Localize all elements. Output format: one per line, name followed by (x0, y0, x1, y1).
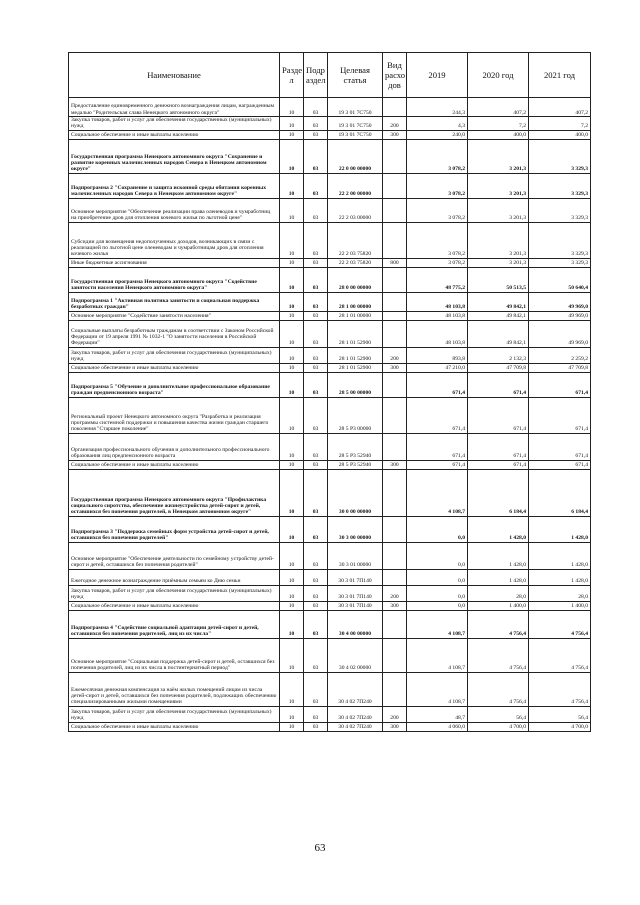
cell-target: 28 0 00 00000 (328, 267, 383, 292)
cell-name: Закупка товаров, работ и услуг для обеспечения государственных (муниципальных) нужд (69, 347, 280, 363)
cell-razdel: 10 (280, 222, 304, 258)
cell-podrazdel: 03 (304, 198, 328, 222)
cell-podrazdel: 03 (304, 267, 328, 292)
table-row (69, 469, 591, 516)
cell-y2021: 56,4 (529, 706, 591, 722)
cell-target: 28 1 00 00000 (328, 292, 383, 311)
cell-vid: 200 (383, 585, 407, 601)
cell-target: 30 4 02 7П240 (328, 706, 383, 722)
cell-y2019: 47 210,0 (407, 363, 468, 372)
cell-name: Государственная программа Ненецкого автономного округа "Содействие занятости населения Ненецкого автономного округа" (69, 267, 280, 292)
cell-name: Подпрограмма 4 "Содействие социальной адаптации детей-сирот и детей, оставшихся без попечения родителей, лиц из их числа" (69, 610, 280, 638)
cell-y2021: 28,0 (529, 585, 591, 601)
cell-name: Подпрограмма 5 "Обучение и дополнительное профессиональное образование граждан предпенсионного возраста" (69, 372, 280, 397)
cell-y2020: 49 842,1 (468, 311, 529, 320)
table-row (69, 433, 591, 460)
cell-y2019: 4 108,7 (407, 610, 468, 638)
cell-y2020: 4 756,4 (468, 610, 529, 638)
cell-y2021: 407,2 (529, 98, 591, 117)
cell-y2021: 47 709,8 (529, 363, 591, 372)
cell-razdel: 10 (280, 722, 304, 731)
cell-vid: 300 (383, 363, 407, 372)
cell-y2020: 28,0 (468, 585, 529, 601)
header-row (69, 53, 591, 98)
cell-target: 30 4 02 7П240 (328, 722, 383, 731)
cell-y2021: 3 329,3 (529, 258, 591, 267)
cell-y2020: 49 842,1 (468, 292, 529, 311)
cell-y2020: 671,4 (468, 397, 529, 433)
cell-y2021: 671,4 (529, 372, 591, 397)
cell-podrazdel: 03 (304, 433, 328, 460)
cell-vid (383, 198, 407, 222)
cell-name: Социальное обеспечение и иные выплаты населению (69, 130, 280, 139)
cell-podrazdel: 03 (304, 372, 328, 397)
cell-razdel: 10 (280, 460, 304, 469)
table-row (69, 258, 591, 267)
table-row (69, 722, 591, 731)
cell-name: Иные бюджетные ассигнования (69, 258, 280, 267)
cell-y2021: 4 756,4 (529, 638, 591, 672)
cell-vid: 200 (383, 347, 407, 363)
budget-table (68, 52, 591, 732)
cell-vid (383, 311, 407, 320)
table-row (69, 117, 591, 131)
cell-podrazdel: 03 (304, 672, 328, 706)
cell-razdel: 10 (280, 569, 304, 585)
cell-vid (383, 267, 407, 292)
cell-name: Основное мероприятие "Социальная поддержка детей-сирот и детей, оставшихся без попечения родителей, лиц из их числа в постинтернатный период" (69, 638, 280, 672)
cell-vid: 800 (383, 258, 407, 267)
cell-y2021: 6 184,4 (529, 469, 591, 516)
cell-vid (383, 397, 407, 433)
cell-name: Организация профессионального обучения и дополнительного профессионального образования лиц предпенсионного возраста (69, 433, 280, 460)
cell-razdel: 10 (280, 173, 304, 198)
cell-y2020: 671,4 (468, 460, 529, 469)
header-2019: 2019 (407, 53, 468, 98)
cell-target: 30 3 01 7П140 (328, 585, 383, 601)
cell-target: 30 3 01 7П140 (328, 601, 383, 610)
cell-y2019: 4 060,0 (407, 722, 468, 731)
table-row (69, 601, 591, 610)
table-row (69, 267, 591, 292)
cell-y2019: 48,7 (407, 706, 468, 722)
cell-name: Закупка товаров, работ и услуг для обеспечения государственных (муниципальных) нужд (69, 585, 280, 601)
cell-y2019: 48 103,8 (407, 320, 468, 347)
cell-vid: 300 (383, 722, 407, 731)
cell-name: Закупка товаров, работ и услуг для обеспечения государственных (муниципальных) нужд (69, 117, 280, 131)
cell-podrazdel: 03 (304, 347, 328, 363)
cell-target: 28 1 01 52900 (328, 347, 383, 363)
cell-y2020: 49 842,1 (468, 320, 529, 347)
cell-name: Подпрограмма 1 "Активная политика занятости и социальная поддержка безработных граждан" (69, 292, 280, 311)
cell-razdel: 10 (280, 601, 304, 610)
cell-podrazdel: 03 (304, 363, 328, 372)
cell-razdel: 10 (280, 516, 304, 542)
table-row (69, 320, 591, 347)
cell-target: 22 2 03 75820 (328, 258, 383, 267)
table-row (69, 222, 591, 258)
cell-name: Социальное обеспечение и иные выплаты населению (69, 460, 280, 469)
cell-name: Государственная программа Ненецкого автономного округа "Сохранение и развитие коренных малочисленных народов Севера в Ненецком автономном округе" (69, 139, 280, 173)
cell-razdel: 10 (280, 311, 304, 320)
cell-y2019: 4 108,7 (407, 672, 468, 706)
cell-podrazdel: 03 (304, 292, 328, 311)
cell-podrazdel: 03 (304, 638, 328, 672)
cell-name: Государственная программа Ненецкого автономного округа "Профилактика социального сиротства, обеспечение жизнеустройства детей-сирот и детей, оставшихся без попечения родителей, в Ненецком автономном округе" (69, 469, 280, 516)
cell-target: 30 3 00 00000 (328, 516, 383, 542)
cell-vid (383, 516, 407, 542)
table-row (69, 397, 591, 433)
table-row (69, 516, 591, 542)
cell-y2020: 4 700,0 (468, 722, 529, 731)
cell-y2021: 671,4 (529, 397, 591, 433)
cell-target: 30 3 01 00000 (328, 542, 383, 569)
cell-target: 22 0 00 00000 (328, 139, 383, 173)
cell-y2019: 0,0 (407, 601, 468, 610)
cell-y2019: 0,0 (407, 569, 468, 585)
cell-y2020: 671,4 (468, 372, 529, 397)
cell-y2021: 49 969,0 (529, 311, 591, 320)
table-row (69, 638, 591, 672)
cell-podrazdel: 03 (304, 139, 328, 173)
cell-y2019: 0,0 (407, 516, 468, 542)
cell-y2019: 4 108,7 (407, 469, 468, 516)
cell-y2021: 3 329,3 (529, 139, 591, 173)
cell-name: Предоставление единовременного денежного вознаграждения лицам, награжденным медалью "Родительская слава Ненецкого автономного округа" (69, 98, 280, 117)
cell-razdel: 10 (280, 292, 304, 311)
cell-y2019: 4,3 (407, 117, 468, 131)
table-row (69, 706, 591, 722)
cell-podrazdel: 03 (304, 569, 328, 585)
table-row (69, 347, 591, 363)
header-podrazdel: Подр аздел (304, 53, 328, 98)
cell-y2021: 3 329,3 (529, 222, 591, 258)
cell-y2020: 4 756,4 (468, 638, 529, 672)
cell-y2021: 671,4 (529, 460, 591, 469)
cell-y2020: 400,0 (468, 130, 529, 139)
cell-podrazdel: 03 (304, 311, 328, 320)
cell-razdel: 10 (280, 638, 304, 672)
cell-y2019: 3 078,2 (407, 198, 468, 222)
cell-y2021: 1 428,0 (529, 569, 591, 585)
cell-podrazdel: 03 (304, 397, 328, 433)
cell-name: Социальное обеспечение и иные выплаты населению (69, 601, 280, 610)
cell-vid (383, 372, 407, 397)
cell-y2020: 7,2 (468, 117, 529, 131)
cell-razdel: 10 (280, 267, 304, 292)
cell-y2021: 3 329,3 (529, 173, 591, 198)
cell-podrazdel: 03 (304, 222, 328, 258)
cell-y2020: 1 400,0 (468, 601, 529, 610)
cell-razdel: 10 (280, 610, 304, 638)
cell-y2019: 48 103,8 (407, 311, 468, 320)
cell-vid (383, 569, 407, 585)
table-row (69, 311, 591, 320)
table-row (69, 672, 591, 706)
cell-target: 22 2 03 75820 (328, 222, 383, 258)
cell-target: 28 1 01 52900 (328, 320, 383, 347)
cell-podrazdel: 03 (304, 117, 328, 131)
cell-vid (383, 320, 407, 347)
cell-y2019: 3 078,2 (407, 173, 468, 198)
cell-name: Подпрограмма 3 "Поддержка семейных форм устройства детей-сирот и детей, оставшихся без попечения родителей" (69, 516, 280, 542)
cell-name: Социальное обеспечение и иные выплаты населению (69, 722, 280, 731)
cell-y2019: 4 108,7 (407, 638, 468, 672)
cell-target: 22 2 03 00000 (328, 198, 383, 222)
cell-y2020: 6 184,4 (468, 469, 529, 516)
cell-razdel: 10 (280, 258, 304, 267)
cell-podrazdel: 03 (304, 542, 328, 569)
cell-y2020: 407,2 (468, 98, 529, 117)
cell-y2021: 50 640,4 (529, 267, 591, 292)
cell-target: 28 1 01 52900 (328, 363, 383, 372)
cell-razdel: 10 (280, 542, 304, 569)
cell-razdel: 10 (280, 98, 304, 117)
cell-vid: 300 (383, 460, 407, 469)
cell-y2021: 4 756,4 (529, 672, 591, 706)
table-row (69, 198, 591, 222)
cell-razdel: 10 (280, 130, 304, 139)
cell-y2019: 671,4 (407, 372, 468, 397)
cell-vid: 300 (383, 601, 407, 610)
cell-y2021: 4 756,4 (529, 610, 591, 638)
cell-y2020: 3 201,3 (468, 258, 529, 267)
cell-name: Закупка товаров, работ и услуг для обеспечения государственных (муниципальных) нужд (69, 706, 280, 722)
cell-target: 30 4 00 00000 (328, 610, 383, 638)
cell-vid: 300 (383, 130, 407, 139)
cell-vid (383, 173, 407, 198)
cell-razdel: 10 (280, 117, 304, 131)
cell-y2021: 49 969,0 (529, 320, 591, 347)
cell-razdel: 10 (280, 320, 304, 347)
cell-y2021: 3 329,3 (529, 198, 591, 222)
cell-razdel: 10 (280, 363, 304, 372)
cell-y2021: 49 969,0 (529, 292, 591, 311)
cell-target: 30 4 02 7П240 (328, 672, 383, 706)
cell-razdel: 10 (280, 433, 304, 460)
cell-y2021: 400,0 (529, 130, 591, 139)
cell-target: 28 1 01 00000 (328, 311, 383, 320)
cell-y2020: 3 201,3 (468, 198, 529, 222)
table-row (69, 610, 591, 638)
cell-podrazdel: 03 (304, 130, 328, 139)
cell-razdel: 10 (280, 347, 304, 363)
table-row (69, 173, 591, 198)
cell-y2020: 3 201,3 (468, 173, 529, 198)
cell-podrazdel: 03 (304, 585, 328, 601)
cell-target: 30 3 01 7П140 (328, 569, 383, 585)
cell-podrazdel: 03 (304, 98, 328, 117)
cell-y2020: 1 428,0 (468, 569, 529, 585)
cell-razdel: 10 (280, 469, 304, 516)
cell-y2019: 671,4 (407, 460, 468, 469)
table-row (69, 585, 591, 601)
cell-podrazdel: 03 (304, 460, 328, 469)
cell-name: Социальное обеспечение и иные выплаты населению (69, 363, 280, 372)
cell-y2019: 893,8 (407, 347, 468, 363)
cell-name: Ежемесячная денежная компенсация за наём жилых помещений лицам из числа детей-сирот и детей, оставшихся без попечения родителей, подлежащих обеспечению специализированными жилыми помещениями (69, 672, 280, 706)
cell-y2019: 671,4 (407, 433, 468, 460)
cell-y2021: 671,4 (529, 433, 591, 460)
cell-vid (383, 98, 407, 117)
cell-y2020: 50 513,5 (468, 267, 529, 292)
cell-y2019: 3 078,2 (407, 139, 468, 173)
header-razdel: Разде л (280, 53, 304, 98)
cell-razdel: 10 (280, 372, 304, 397)
cell-name: Основное мероприятие "Обеспечение реализации права оленеводов и чумработниц на приобретение дров для отопления кочевого жилья по льготной цене" (69, 198, 280, 222)
cell-target: 19 3 01 7С750 (328, 117, 383, 131)
cell-podrazdel: 03 (304, 601, 328, 610)
cell-podrazdel: 03 (304, 258, 328, 267)
cell-podrazdel: 03 (304, 706, 328, 722)
cell-target: 28 5 00 00000 (328, 372, 383, 397)
cell-vid (383, 139, 407, 173)
table-row (69, 363, 591, 372)
cell-target: 19 3 01 7С750 (328, 130, 383, 139)
cell-razdel: 10 (280, 672, 304, 706)
cell-target: 28 5 P3 00000 (328, 397, 383, 433)
cell-y2020: 56,4 (468, 706, 529, 722)
cell-vid (383, 610, 407, 638)
header-2021: 2021 год (529, 53, 591, 98)
cell-y2019: 240,0 (407, 130, 468, 139)
header-name: Наименование (69, 53, 280, 98)
cell-y2019: 48 103,8 (407, 292, 468, 311)
cell-razdel: 10 (280, 397, 304, 433)
cell-vid (383, 433, 407, 460)
cell-y2019: 0,0 (407, 585, 468, 601)
cell-target: 30 0 00 00000 (328, 469, 383, 516)
cell-vid: 200 (383, 117, 407, 131)
cell-y2019: 48 775,2 (407, 267, 468, 292)
cell-name: Основное мероприятие "Обеспечение деятельности по семейному устройству детей-сирот и детей, оставшихся без попечения родителей" (69, 542, 280, 569)
cell-y2020: 4 756,4 (468, 672, 529, 706)
cell-razdel: 10 (280, 139, 304, 173)
cell-target: 22 2 00 00000 (328, 173, 383, 198)
cell-y2021: 1 428,0 (529, 516, 591, 542)
cell-y2021: 1 428,0 (529, 542, 591, 569)
cell-y2019: 3 078,2 (407, 258, 468, 267)
page-number: 63 (314, 842, 326, 854)
cell-y2019: 3 078,2 (407, 222, 468, 258)
cell-name: Подпрограмма 2 "Сохранение и защита исконной среды обитания коренных малочисленных народов Севера в Ненецком автономном округе" (69, 173, 280, 198)
header-vid: Вид расхо дов (383, 53, 407, 98)
cell-vid (383, 469, 407, 516)
table-row (69, 130, 591, 139)
cell-y2019: 244,3 (407, 98, 468, 117)
cell-y2020: 47 709,8 (468, 363, 529, 372)
cell-name: Субсидии для возмещения недополученных доходов, возникающих в связи с реализацией по льготной цене оленеводам и чумработницам дров для отопления кочевого жилья (69, 222, 280, 258)
cell-podrazdel: 03 (304, 469, 328, 516)
cell-name: Основное мероприятие "Содействие занятости населения" (69, 311, 280, 320)
header-target: Целевая статья (328, 53, 383, 98)
header-2020: 2020 год (468, 53, 529, 98)
table-body (69, 98, 591, 732)
cell-y2020: 2 132,3 (468, 347, 529, 363)
cell-vid (383, 292, 407, 311)
cell-target: 28 5 P3 52940 (328, 460, 383, 469)
table-row (69, 569, 591, 585)
cell-target: 30 4 02 00000 (328, 638, 383, 672)
cell-podrazdel: 03 (304, 320, 328, 347)
table-row (69, 372, 591, 397)
table-row (69, 98, 591, 117)
table-row (69, 542, 591, 569)
table-row (69, 292, 591, 311)
cell-vid (383, 222, 407, 258)
cell-name: Региональный проект Ненецкого автономного округа "Разработка и реализация программы системной поддержки и повышения качества жизни граждан старшего поколения "Старшее поколение" (69, 397, 280, 433)
cell-y2019: 671,4 (407, 397, 468, 433)
cell-y2019: 0,0 (407, 542, 468, 569)
cell-y2021: 1 400,0 (529, 601, 591, 610)
cell-podrazdel: 03 (304, 516, 328, 542)
cell-podrazdel: 03 (304, 610, 328, 638)
cell-vid (383, 638, 407, 672)
cell-y2021: 4 700,0 (529, 722, 591, 731)
cell-podrazdel: 03 (304, 722, 328, 731)
table-row (69, 139, 591, 173)
cell-target: 28 5 P3 52940 (328, 433, 383, 460)
cell-name: Ежегодное денежное вознаграждение приёмным семьям ко Дню семьи (69, 569, 280, 585)
cell-y2020: 3 201,3 (468, 222, 529, 258)
cell-y2020: 1 428,0 (468, 516, 529, 542)
cell-y2021: 7,2 (529, 117, 591, 131)
cell-y2020: 3 201,3 (468, 139, 529, 173)
cell-podrazdel: 03 (304, 173, 328, 198)
cell-vid (383, 542, 407, 569)
cell-y2021: 2 259,2 (529, 347, 591, 363)
cell-razdel: 10 (280, 198, 304, 222)
cell-razdel: 10 (280, 706, 304, 722)
cell-vid (383, 672, 407, 706)
table-row (69, 460, 591, 469)
cell-y2020: 671,4 (468, 433, 529, 460)
cell-target: 19 3 01 7С750 (328, 98, 383, 117)
cell-y2020: 1 428,0 (468, 542, 529, 569)
cell-name: Социальные выплаты безработным гражданам в соответствии с Законом Российской Федерации от 19 апреля 1991 № 1032-1 "О занятости населения в Российской Федерации" (69, 320, 280, 347)
budget-table-sheet (68, 52, 590, 732)
cell-razdel: 10 (280, 585, 304, 601)
cell-vid: 200 (383, 706, 407, 722)
